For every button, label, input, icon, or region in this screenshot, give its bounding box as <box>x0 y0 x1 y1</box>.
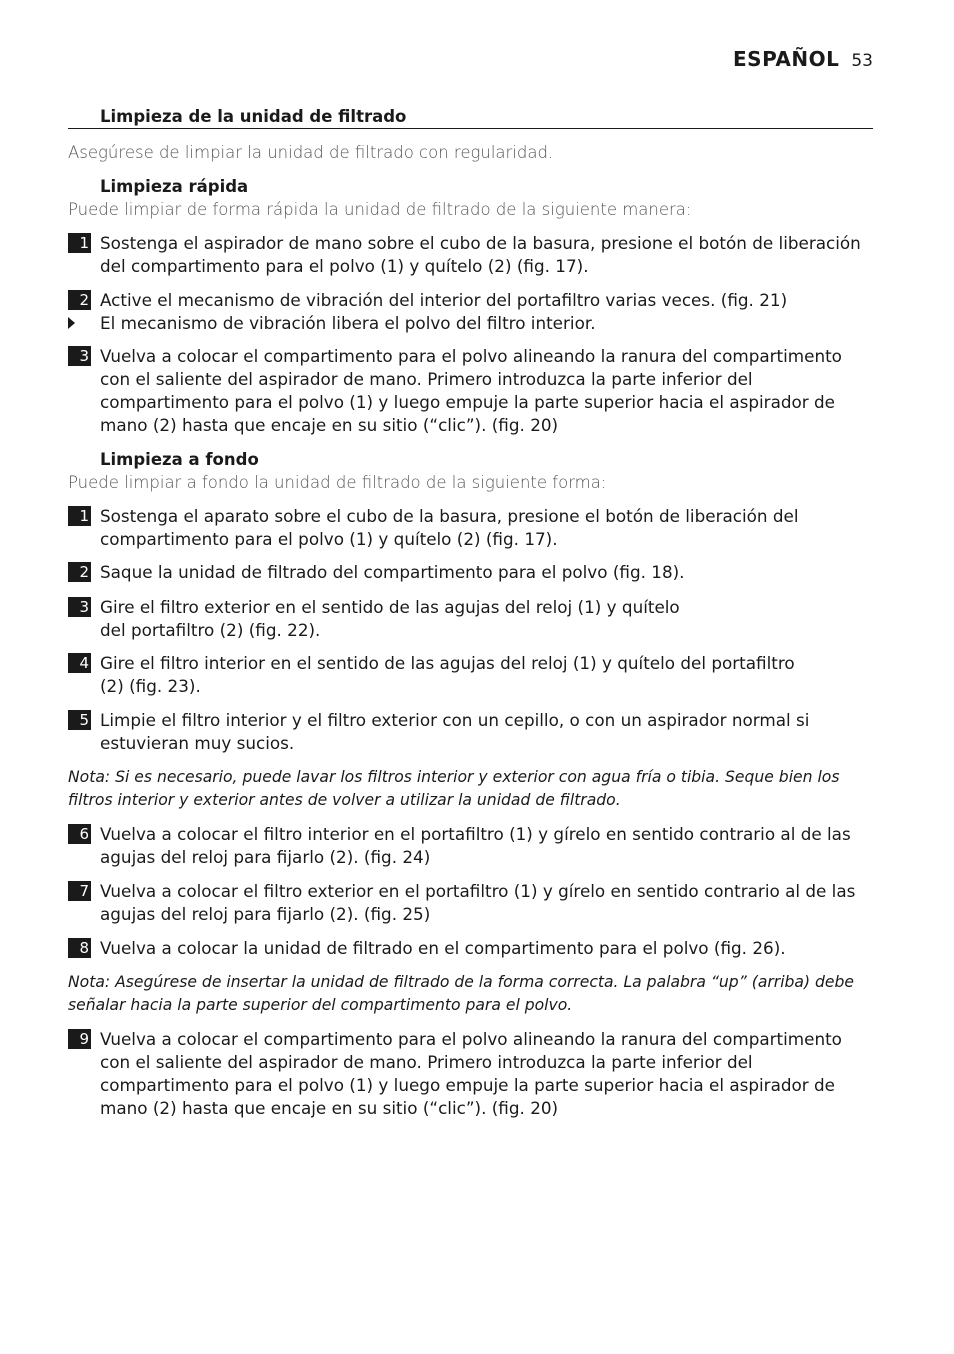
quick-step-3 <box>68 345 873 437</box>
step-text: Gire el filtro exterior en el sentido de las agujas del reloj (1) y quítelo del portafiltro (2) (fig. 22). <box>100 597 680 640</box>
deep-step-7 <box>68 880 873 926</box>
section-title-text: Limpieza de la unidad de filtrado <box>100 107 407 126</box>
section-intro: Asegúrese de limpiar la unidad de filtrado con regularidad. <box>68 143 554 162</box>
step-number: 1 <box>68 233 91 253</box>
step-text: Active el mecanismo de vibración del interior del portafiltro varias veces. (fig. 21) <box>100 290 788 310</box>
note-insertion: Nota: Asegúrese de insertar la unidad de filtrado de la forma correcta. La palabra “up” (arriba) debe señalar hacia la parte superior del compartimento para el polvo. <box>68 973 855 1014</box>
step-number: 2 <box>68 290 91 310</box>
quick-step-1 <box>68 232 873 278</box>
step-text: Vuelva a colocar el compartimento para el polvo alineando la ranura del compartimento con el saliente del aspirador de mano. Primero introduzca la parte inferior del compartimento para el polvo (1) y luego empuje la parte superior hacia el aspirador de mano (2) hasta que encaje en su sitio (“clic”). (fig. 20) <box>100 346 842 435</box>
deep-step-5 <box>68 709 873 755</box>
deep-step-8 <box>68 937 873 960</box>
step-number: 4 <box>68 653 91 673</box>
quick-cleaning-title: Limpieza rápida <box>100 177 249 196</box>
step-number: 6 <box>68 824 91 844</box>
deep-cleaning-block <box>68 448 873 494</box>
step-text: Limpie el filtro interior y el filtro exterior con un cepillo, o con un aspirador normal si estuvieran muy sucios. <box>100 710 810 753</box>
note-washing: Nota: Si es necesario, puede lavar los filtros interior y exterior con agua fría o tibia. Seque bien los filtros interior y exterior antes de volver a utilizar la unidad de filtrado. <box>68 768 840 809</box>
deep-step-3 <box>68 596 873 642</box>
step-number: 9 <box>68 1029 91 1049</box>
deep-step-4 <box>68 652 873 698</box>
result-text: El mecanismo de vibración libera el polvo del filtro interior. <box>100 313 596 333</box>
step-text: Vuelva a colocar la unidad de filtrado en el compartimento para el polvo (fig. 26). <box>100 938 786 958</box>
step-number: 7 <box>68 881 91 901</box>
step-text: Gire el filtro interior en el sentido de las agujas del reloj (1) y quítelo del portafiltro (2) (fig. 23). <box>100 653 795 696</box>
quick-cleaning-intro: Puede limpiar de forma rápida la unidad de filtrado de la siguiente manera: <box>68 200 692 219</box>
step-number: 5 <box>68 710 91 730</box>
step-number: 3 <box>68 597 91 617</box>
step-text: Sostenga el aspirador de mano sobre el cubo de la basura, presione el botón de liberación del compartimento para el polvo (1) y quítelo (2) (fig. 17). <box>100 233 861 276</box>
page-header <box>733 47 873 71</box>
step-text: Sostenga el aparato sobre el cubo de la basura, presione el botón de liberación del compartimento para el polvo (1) y quítelo (2) (fig. 17). <box>100 506 799 549</box>
quick-cleaning-block <box>68 175 873 221</box>
deep-step-2 <box>68 561 873 584</box>
quick-step-2-result <box>68 312 873 335</box>
language-label: ESPAÑOL <box>733 47 840 71</box>
step-text: Vuelva a colocar el compartimento para el polvo alineando la ranura del compartimento con el saliente del aspirador de mano. Primero introduzca la parte inferior del compartimento para el polvo (1) y luego empuje la parte superior hacia el aspirador de mano (2) hasta que encaje en su sitio (“clic”). (fig. 20) <box>100 1029 842 1118</box>
result-arrow-icon <box>68 317 75 329</box>
deep-step-6 <box>68 823 873 869</box>
step-number: 1 <box>68 506 91 526</box>
page-number: 53 <box>851 51 873 71</box>
section-title <box>68 107 873 129</box>
quick-step-2 <box>68 289 873 312</box>
step-number: 8 <box>68 938 91 958</box>
step-text: Vuelva a colocar el filtro exterior en el portafiltro (1) y gírelo en sentido contrario al de las agujas del reloj para fijarlo (2). (fig. 25) <box>100 881 856 924</box>
deep-step-9 <box>68 1028 873 1120</box>
deep-step-1 <box>68 505 873 551</box>
step-text: Saque la unidad de filtrado del compartimento para el polvo (fig. 18). <box>100 562 685 582</box>
step-text: Vuelva a colocar el filtro interior en el portafiltro (1) y gírelo en sentido contrario al de las agujas del reloj para fijarlo (2). (fig. 24) <box>100 824 851 867</box>
step-number: 2 <box>68 562 91 582</box>
deep-cleaning-title: Limpieza a fondo <box>100 450 259 469</box>
deep-cleaning-intro: Puede limpiar a fondo la unidad de filtrado de la siguiente forma: <box>68 473 607 492</box>
step-number: 3 <box>68 346 91 366</box>
